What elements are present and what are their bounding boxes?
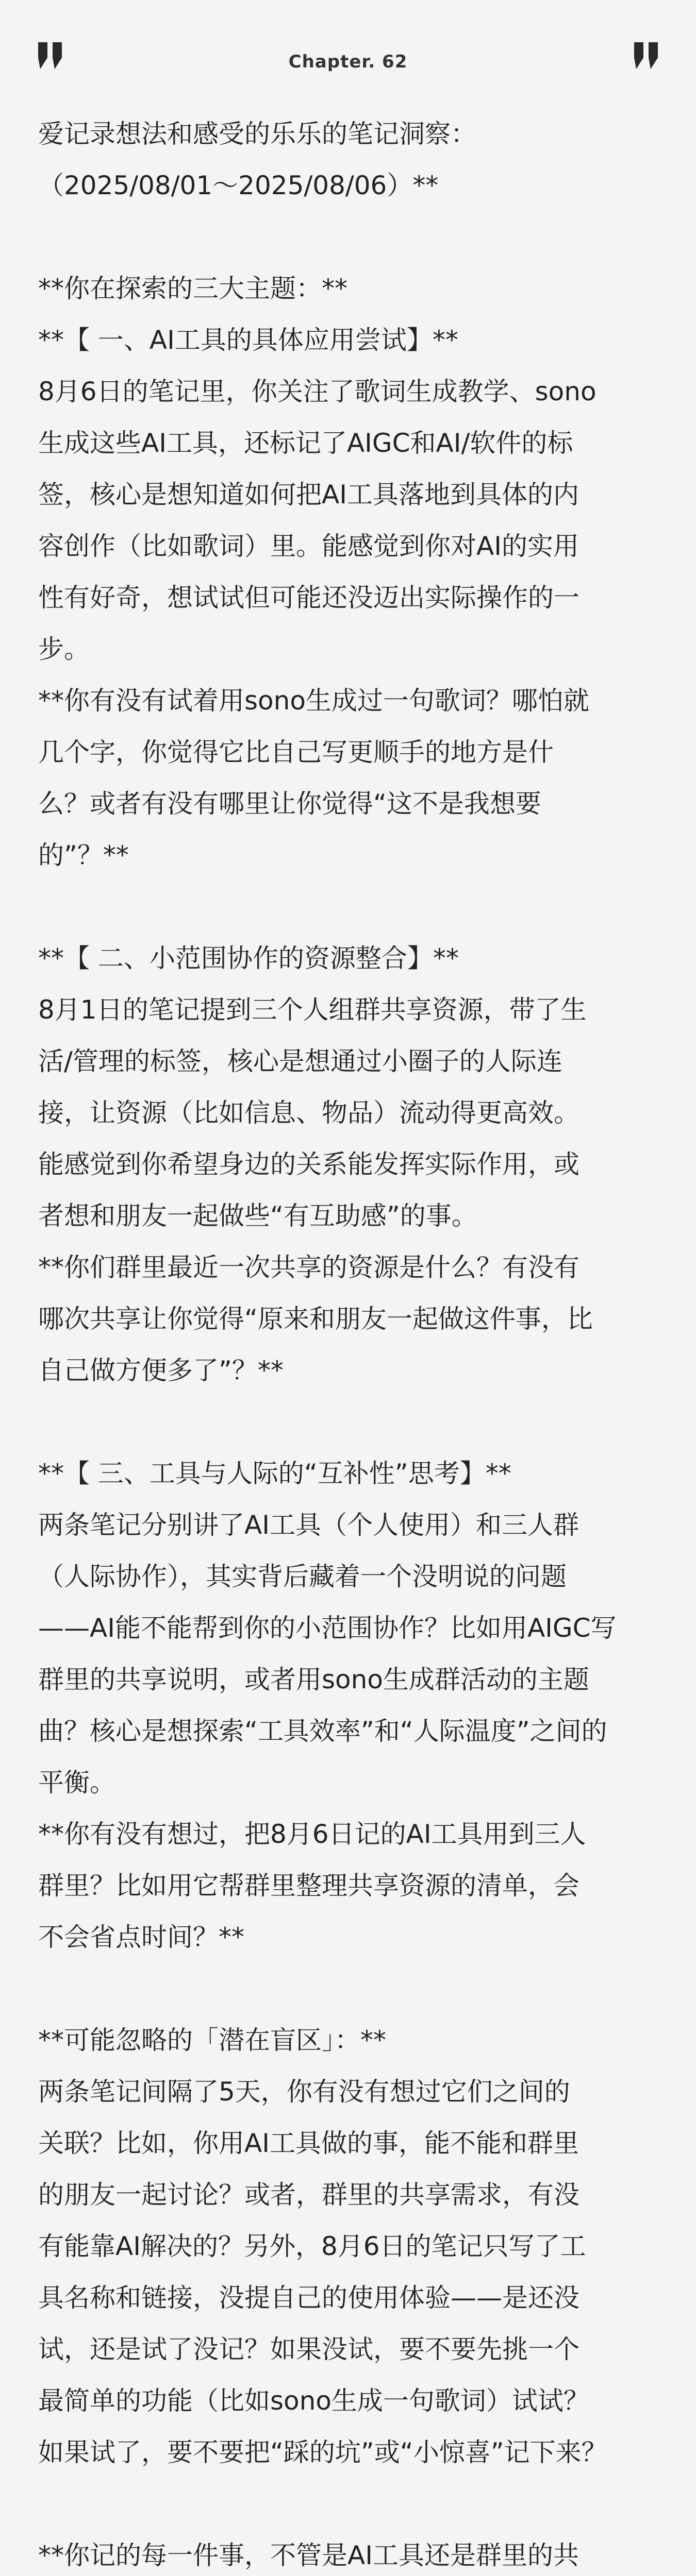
text-line: 8月1日的笔记提到三个人组群共享资源，带了生 <box>38 995 587 1025</box>
text-line: 接，让资源（比如信息、物品）流动得更高效。 <box>38 1098 579 1128</box>
text-line: ——AI能不能帮到你的小范围协作？比如用AIGC写 <box>38 1613 617 1643</box>
blank-line <box>38 1396 658 1448</box>
close-quote-icon <box>629 42 660 73</box>
text-line: 两条笔记间隔了5天，你有没有想过它们之间的 <box>38 2077 570 2107</box>
text-line: 爱记录想法和感受的乐乐的笔记洞察： <box>38 119 476 149</box>
text-line: **你有没有想过，把8月6日记的AI工具用到三人 <box>38 1819 586 1849</box>
text-line: 的朋友一起讨论？或者，群里的共享需求，有没 <box>38 2180 579 2210</box>
text-line: 不会省点时间？** <box>38 1922 244 1952</box>
text-line: **你在探索的三大主题：** <box>38 274 347 303</box>
text-line: （2025/08/01～2025/08/06）** <box>38 171 439 200</box>
text-line: 活/管理的标签，核心是想通过小圈子的人际连 <box>38 1046 562 1076</box>
text-line: **你记的每一件事，不管是AI工具还是群里的共 <box>38 2540 579 2570</box>
text-line: 容创作（比如歌词）里。能感觉到你对AI的实用 <box>38 531 579 561</box>
blank-line <box>38 211 658 263</box>
text-line: 步。 <box>38 634 90 664</box>
text-line: 么？或者有没有哪里让你觉得“这不是我想要 <box>38 789 541 819</box>
text-line: 者想和朋友一起做些“有互助感”的事。 <box>38 1201 477 1231</box>
text-line: 8月6日的笔记里，你关注了歌词生成教学、sono <box>38 377 596 406</box>
text-line: 平衡。 <box>38 1768 115 1798</box>
text-line: 几个字，你觉得它比自己写更顺手的地方是什 <box>38 737 554 767</box>
blank-line <box>38 2478 658 2530</box>
text-line: **你有没有试着用sono生成过一句歌词？哪怕就 <box>38 686 589 716</box>
text-line: **你们群里最近一次共享的资源是什么？有没有 <box>38 1252 579 1282</box>
text-line: 具名称和链接，没提自己的使用体验——是还没 <box>38 2283 579 2313</box>
text-line: 哪次共享让你觉得“原来和朋友一起做这件事，比 <box>38 1304 593 1334</box>
text-line: 群里？比如用它帮群里整理共享资源的清单，会 <box>38 1871 579 1901</box>
text-line: **【 二、小范围协作的资源整合】** <box>38 943 459 973</box>
chapter-label: Chapter. 62 <box>288 52 408 72</box>
note-content <box>38 108 658 2576</box>
text-line: 签，核心是想知道如何把AI工具落地到具体的内 <box>38 480 579 510</box>
text-line: 群里的共享说明，或者用sono生成群活动的主题 <box>38 1665 589 1694</box>
blank-line <box>38 1963 658 2014</box>
text-line: 试，还是试了没记？如果没试，要不要先挑一个 <box>38 2334 579 2364</box>
text-line: **可能忽略的「潜在盲区」：** <box>38 2025 386 2055</box>
text-line: 如果试了，要不要把“踩的坑”或“小惊喜”记下来？ <box>38 2437 607 2467</box>
text-line: 生成这些AI工具，还标记了AIGC和AI/软件的标 <box>38 428 573 458</box>
text-line: 最简单的功能（比如sono生成一句歌词）试试？ <box>38 2386 589 2416</box>
blank-line <box>38 881 658 933</box>
text-line: 性有好奇，想试试但可能还没迈出实际操作的一 <box>38 583 579 613</box>
text-line: 能感觉到你希望身边的关系能发挥实际作用，或 <box>38 1149 579 1179</box>
text-line: 有能靠AI解决的？另外，8月6日的笔记只写了工 <box>38 2231 586 2261</box>
text-line: 曲？核心是想探索“工具效率”和“人际温度”之间的 <box>38 1716 607 1746</box>
text-line: 自己做方便多了”？** <box>38 1355 284 1385</box>
text-line: 两条笔记分别讲了AI工具（个人使用）和三人群 <box>38 1510 579 1540</box>
text-line: **【 一、AI工具的具体应用尝试】** <box>38 325 458 355</box>
text-line: 的”？** <box>38 840 129 870</box>
text-line: （人际协作），其实背后藏着一个没明说的问题 <box>38 1562 567 1591</box>
text-line: **【 三、工具与人际的“互补性”思考】** <box>38 1459 511 1488</box>
text-line: 关联？比如，你用AI工具做的事，能不能和群里 <box>38 2128 579 2158</box>
